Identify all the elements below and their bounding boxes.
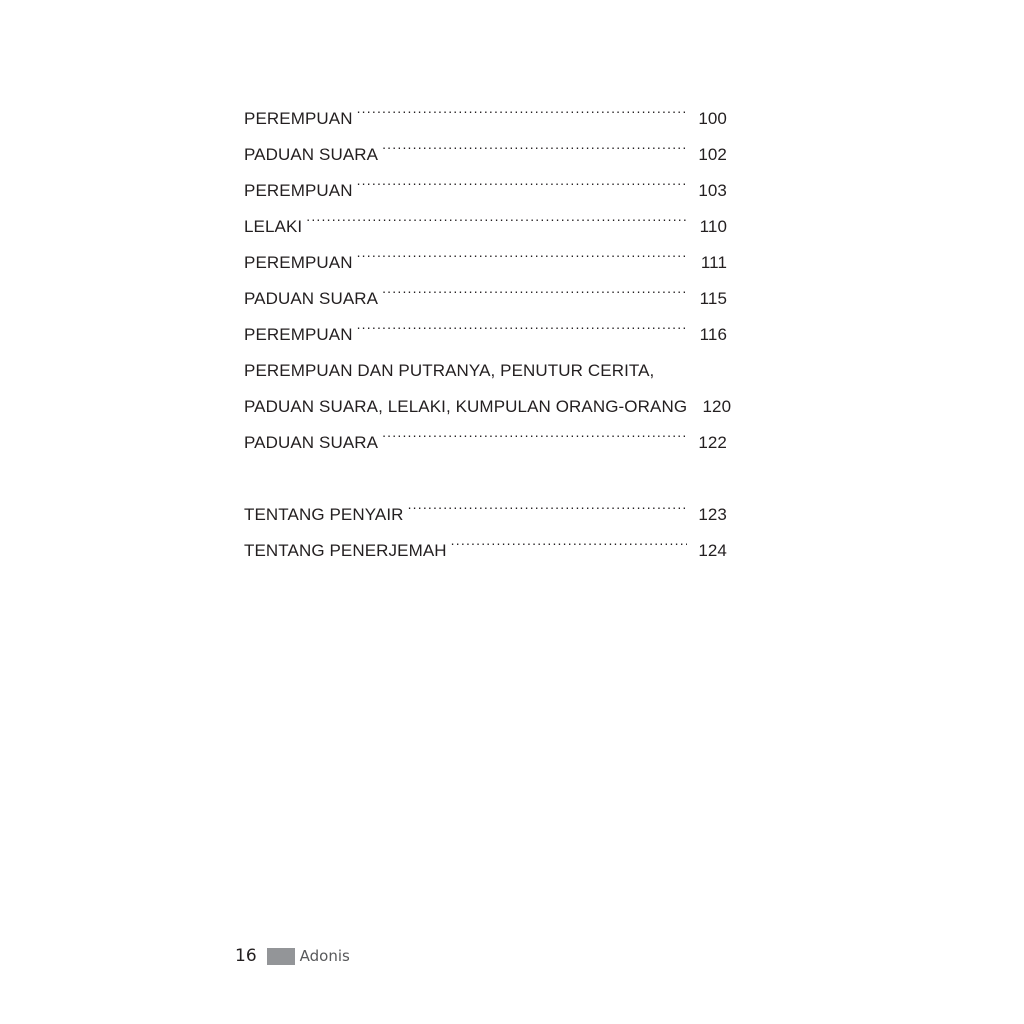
toc-entry-title: PADUAN SUARA: [244, 145, 379, 164]
toc-entry-title: LELAKI: [244, 217, 303, 236]
toc-entry-title: TENTANG PENERJEMAH: [244, 541, 447, 560]
toc-entry-title: TENTANG PENYAIR: [244, 505, 404, 524]
toc-entry-page: 110: [699, 217, 727, 236]
toc-entry-title: PEREMPUAN: [244, 253, 353, 272]
dot-leader: [306, 196, 687, 232]
toc-entry-page: 120: [702, 397, 732, 416]
toc-entry-page: 103: [698, 181, 727, 200]
page-number: 16: [235, 946, 257, 966]
running-title: Adonis: [299, 947, 350, 965]
dot-leader: [357, 232, 687, 268]
toc-entry: [244, 88, 727, 128]
toc-entry-page: 124: [698, 541, 727, 560]
toc-entry-page: 115: [699, 289, 727, 308]
dot-leader: [382, 124, 687, 160]
toc-entry-title: PEREMPUAN: [244, 109, 353, 128]
toc-entry-page: 111: [700, 253, 727, 272]
toc-entry-page: 116: [699, 325, 727, 344]
dot-leader: [357, 304, 687, 340]
toc-entry-title: PADUAN SUARA: [244, 289, 379, 308]
toc-entry-title: PEREMPUAN: [244, 325, 353, 344]
toc-entry-page: 100: [698, 109, 727, 128]
toc-entry-title: PADUAN SUARA, LELAKI, KUMPULAN ORANG-ORANG: [244, 397, 688, 416]
table-of-contents: [244, 88, 732, 560]
dot-leader: [357, 88, 687, 124]
toc-entry-title: PEREMPUAN: [244, 181, 353, 200]
page-footer: [235, 944, 350, 968]
toc-entry-page: 122: [698, 433, 727, 452]
dot-leader: [451, 520, 687, 556]
toc-entry: [244, 232, 727, 272]
dot-leader: [658, 340, 687, 376]
footer-bar: [267, 948, 295, 965]
toc-entry: [244, 196, 727, 236]
dot-leader: [357, 160, 687, 196]
toc-entry-page: 123: [698, 505, 727, 524]
dot-leader: [382, 268, 687, 304]
toc-entry-page: 102: [698, 145, 727, 164]
toc-entry-title: PADUAN SUARA: [244, 433, 379, 452]
toc-entry: [244, 484, 727, 524]
dot-leader: [382, 412, 687, 448]
toc-entry-title: PEREMPUAN DAN PUTRANYA, PENUTUR CERITA,: [244, 361, 655, 380]
dot-leader: [408, 484, 687, 520]
